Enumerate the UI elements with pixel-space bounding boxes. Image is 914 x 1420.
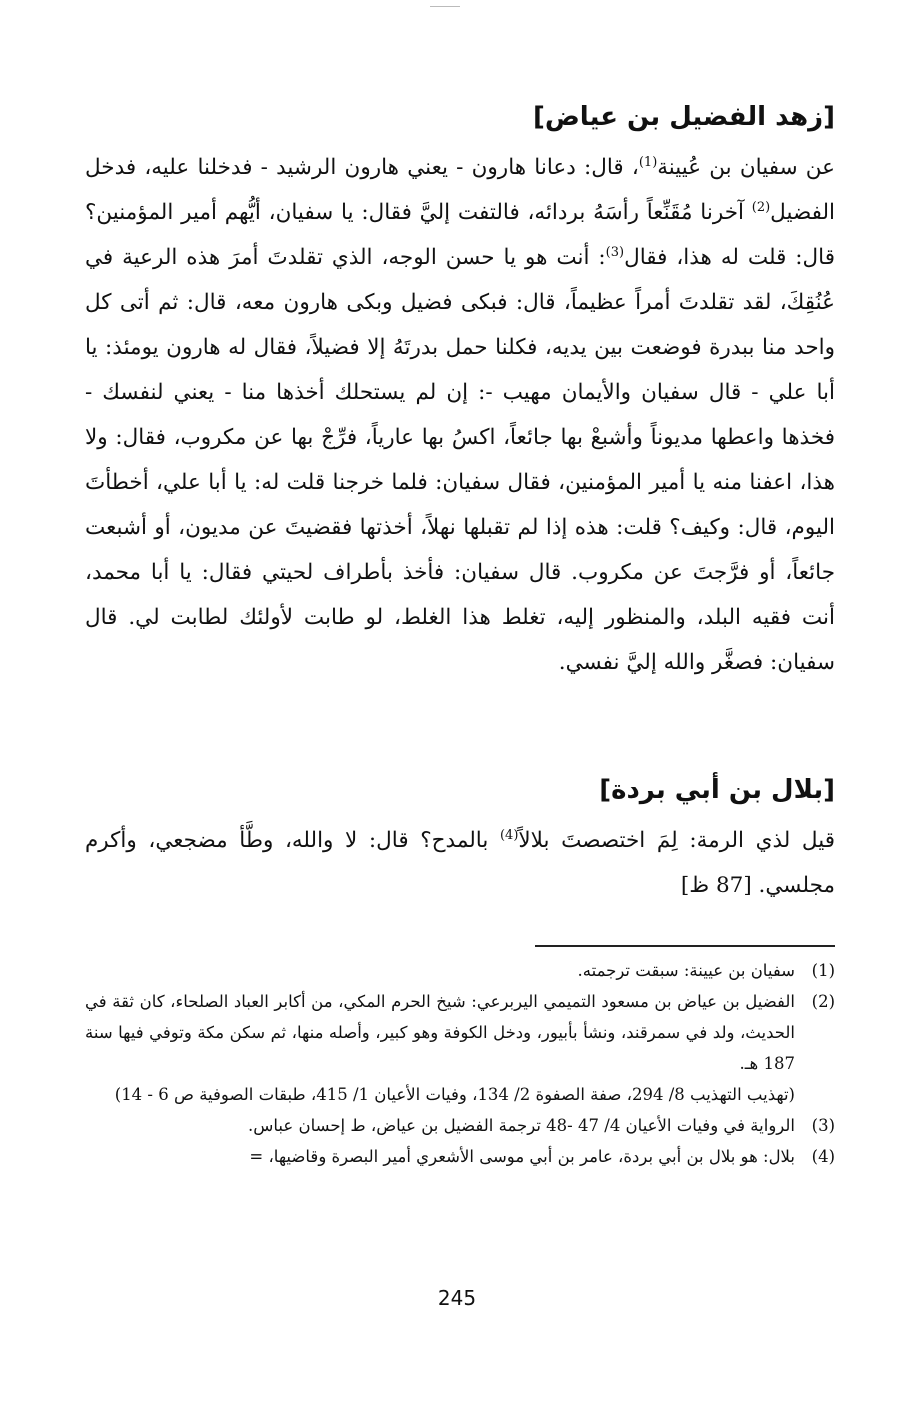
footnote-number: (3)	[811, 1116, 835, 1135]
footnote-text: (تهذيب التهذيب 8/ 294، صفة الصفوة 2/ 134، وفيات الأعيان 1/ 415، طبقات الصوفية ص 6 - 14)	[114, 1085, 795, 1104]
footnotes	[85, 955, 835, 1172]
book-page	[85, 0, 835, 1420]
footnote-1	[85, 955, 835, 986]
footnote-ref-4: (4)	[499, 827, 519, 843]
section-title-bilal: [بلال بن أبي بردة]	[599, 775, 835, 805]
text-run: آخرنا مُقَنِّعاً رأسَهُ بردائه، فالتفت إليَّ فقال: يا سفيان، أيُّهم أمير المؤمنين؟ قال: قلت له هذا، فقال	[85, 200, 835, 270]
text-run: عن سفيان بن عُيينة	[657, 155, 835, 180]
footnote-4	[85, 1141, 835, 1172]
footnote-text: الفضيل بن عياض بن مسعود التميمي اليربرعي: شيخ الحرم المكي، من أكابر العباد الصلحاء، كان ثقة في الحديث، ولد في سمرقند، ونشأ بأبيور، ودخل الكوفة وهو كبير، وأصله منها، ثم سكن مكة وتوفي فيها سنة 187 هـ.	[85, 992, 795, 1073]
text-run: : أنت هو يا حسن الوجه، الذي تقلدتَ أمرَ هذه الرعية في عُنُقِكَ، لقد تقلدتَ أمراً عظيماً، قال: فبكى فضيل وبكى هارون معه، قال: ثم أتى كل واحد منا ببدرة فوضعت بين يديه، فكلنا حمل بدرتَهُ إلا فضيلاً، فقال له هارون يومئذ: يا أبا علي - قال سفيان والأيمان مهيب -: إن لم يستحلك أخذها منا - يعني لنفسك - فخذها واعطها مديوناً وأشبعْ بها جائعاً، اكسُ بها عارياً، فرِّجْ بها عن مكروب، فقال: ولا هذا، اعفنا منه يا أمير المؤمنين، فقال سفيان: فلما خرجنا قلت له: يا أبا علي، أخطأتَ اليوم، قال: وكيف؟ قلت: هذه إذا لم تقبلها نهلاً، أخذتها فقضيتَ عن مديون، أو أشبعت جائعاً، أو فرَّجتَ عن مكروب. قال سفيان: فأخذ بأطراف لحيتي فقال: يا أبا محمد، أنت فقيه البلد، والمنظور إليه، تغلط هذا الغلط، لو طابت لأولئك لطابت لي. قال سفيان: فصغَّر والله إليَّ نفسي.	[85, 245, 835, 675]
section-title-fudayl: [زهد الفضيل بن عياض]	[532, 102, 835, 132]
footnote-body	[85, 986, 795, 1110]
paragraph-fudayl	[85, 145, 835, 685]
page-number: 245	[437, 1286, 477, 1310]
text-run: قيل لذي الرمة: لِمَ اختصصتَ بلالاً	[518, 828, 835, 853]
footnote-text: الرواية في وفيات الأعيان 4/ 47 -48 ترجمة الفضيل بن عياض، ط إحسان عباس.	[248, 1116, 795, 1135]
text-run: بالمدح؟ قال: لا والله، وطَّأ مضجعي، وأكرم مجلسي. [87 ظ]	[85, 828, 835, 898]
footnote-body	[85, 1141, 795, 1172]
footnote-ref-1: (1)	[638, 154, 658, 170]
footnote-divider	[535, 945, 835, 947]
footnote-body	[85, 955, 795, 986]
footnote-ref-2: (2)	[751, 199, 771, 215]
footnote-number: (1)	[811, 961, 835, 980]
footnote-text: بلال: هو بلال بن أبي بردة، عامر بن أبي موسى الأشعري أمير البصرة وقاضيها، =	[249, 1147, 795, 1166]
footnote-body	[85, 1110, 795, 1141]
footnote-number: (2)	[811, 992, 835, 1011]
text-run: ، قال: دعانا هارون - يعني هارون الرشيد - فدخلنا عليه، فدخل الفضيل	[85, 155, 835, 225]
footnote-ref-3: (3)	[605, 244, 625, 260]
footnote-3	[85, 1110, 835, 1141]
footnote-number: (4)	[811, 1147, 835, 1166]
footnote-text: سفيان بن عيينة: سبقت ترجمته.	[577, 961, 795, 980]
paragraph-bilal	[85, 818, 835, 908]
footnote-2	[85, 986, 835, 1110]
